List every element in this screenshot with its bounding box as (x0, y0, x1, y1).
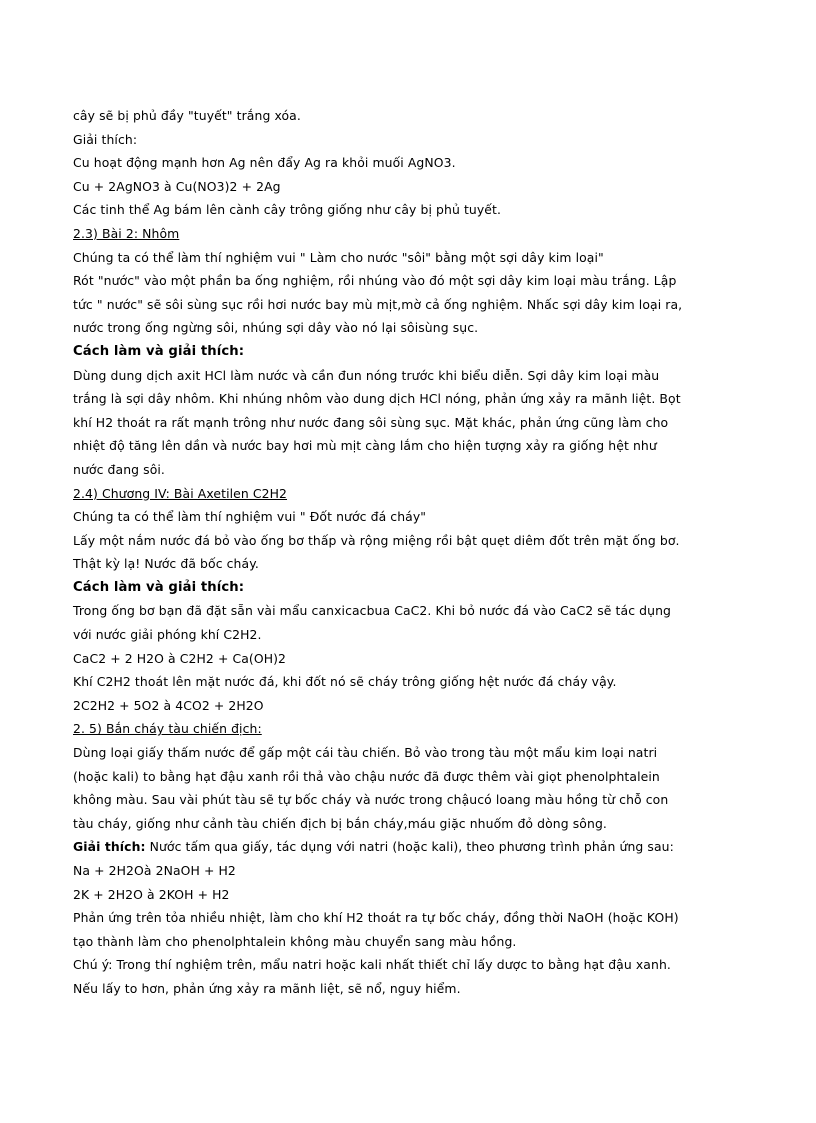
text-line: trắng là sợi dây nhôm. Khi nhúng nhôm vào dung dịch HCl nóng, phản ứng xảy ra mãnh liệt. Bọt (73, 391, 681, 407)
text-line: Lấy một nắm nước đá bỏ vào ống bơ thấp và rộng miệng rồi bật quẹt diêm đốt trên mặt ống bơ. (73, 532, 680, 548)
text-line: 2K + 2H2O à 2KOH + H2 (73, 886, 230, 902)
text-line: Trong ống bơ bạn đã đặt sẵn vài mẩu canxicacbua CaC2. Khi bỏ nước đá vào CaC2 sẽ tác dụng (73, 603, 671, 619)
text-line: Các tinh thể Ag bám lên cành cây trông giống như cây bị phủ tuyết. (73, 202, 502, 218)
text-line: Rót "nước" vào một phần ba ống nghiệm, rồi nhúng vào đó một sợi dây kim loại màu trắng. Lập (73, 273, 677, 289)
text-line: nước đang sôi. (73, 461, 165, 477)
text-line: Chúng ta có thể làm thí nghiệm vui " Đốt nước đá cháy" (73, 509, 427, 525)
section-heading: 2.4) Chương IV: Bài Axetilen C2H2 (73, 485, 288, 501)
text-line: cây sẽ bị phủ đầy "tuyết" trắng xóa. (73, 108, 301, 123)
section-heading: 2. 5) Bắn cháy tàu chiến địch: (73, 721, 262, 737)
text-line: Dùng dung dịch axit HCl làm nước và cần đun nóng trước khi biểu diễn. Sợi dây kim loại màu (73, 367, 660, 383)
text-line: Na + 2H2Oà 2NaOH + H2 (73, 863, 236, 878)
text-line: nhiệt độ tăng lên dần và nước bay hơi mù mịt càng lắm cho hiện tượng xảy ra giống hệt như (73, 438, 657, 454)
text-line: tức " nước" sẽ sôi sùng sục rồi hơi nước bay mù mịt,mờ cả ống nghiệm. Nhấc sợi dây kim loại ra, (73, 296, 683, 312)
text-line: Cu hoạt động mạnh hơn Ag nên đẩy Ag ra khỏi muối AgNO3. (73, 155, 456, 171)
inline-label: Giải thích: (73, 839, 146, 855)
text-line: nước trong ống ngừng sôi, nhúng sợi dây vào nó lại sôisùng sục. (73, 320, 479, 336)
inline-text: Nước tấm qua giấy, tác dụng với natri (hoặc kali), theo phương trình phản ứng sau: (145, 839, 674, 855)
text-line: với nước giải phóng khí C2H2. (73, 627, 262, 643)
text-line: không màu. Sau vài phút tàu sẽ tự bốc cháy và nước trong chậucó loang màu hồng từ chỗ con (73, 792, 669, 808)
text-line: Phản ứng trên tỏa nhiều nhiệt, làm cho khí H2 thoát ra tự bốc cháy, đồng thời NaOH (hoặc KOH) (73, 910, 679, 926)
text-line: Chú ý: Trong thí nghiệm trên, mẩu natri hoặc kali nhất thiết chỉ lấy dược to bằng hạt đậu xanh. (73, 957, 671, 973)
text-line: Nếu lấy to hơn, phản ứng xảy ra mãnh liệt, sẽ nổ, nguy hiểm. (73, 980, 461, 996)
text-line: khí H2 thoát ra rất mạnh trông như nước đang sôi sùng sục. Mặt khác, phản ứng cũng làm cho (73, 414, 669, 430)
text-line: tạo thành làm cho phenolphtalein không màu chuyển sang màu hồng. (73, 933, 517, 949)
text-line: Cu + 2AgNO3 à Cu(NO3)2 + 2Ag (73, 178, 281, 194)
text-line: tàu cháy, giống như cảnh tàu chiến địch bị bắn cháy,máu giặc nhuốm đỏ dòng sông. (73, 815, 607, 831)
text-line: (hoặc kali) to bằng hạt đậu xanh rồi thả vào chậu nước đã được thêm vài giọt phenolphtalein (73, 768, 660, 784)
text-line: CaC2 + 2 H2O à C2H2 + Ca(OH)2 (73, 650, 287, 666)
text-line (73, 835, 733, 859)
section-heading: 2.3) Bài 2: Nhôm (73, 225, 180, 241)
text-line: Thật kỳ lạ! Nước đã bốc cháy. (73, 556, 259, 572)
text-line: Dùng loại giấy thấm nước để gấp một cái tàu chiến. Bỏ vào trong tàu một mẩu kim loại natri (73, 745, 658, 761)
text-line: Khí C2H2 thoát lên mặt nước đá, khi đốt nó sẽ cháy trông giống hệt nước đá cháy vậy. (73, 674, 617, 690)
text-line: 2C2H2 + 5O2 à 4CO2 + 2H2O (73, 697, 264, 713)
subheading: Cách làm và giải thích: (73, 579, 245, 595)
document-body (73, 104, 733, 1001)
text-line: Chúng ta có thể làm thí nghiệm vui " Làm cho nước "sôi" bằng một sợi dây kim loại" (73, 249, 604, 265)
subheading: Cách làm và giải thích: (73, 343, 245, 359)
text-line: Giải thích: (73, 131, 138, 147)
